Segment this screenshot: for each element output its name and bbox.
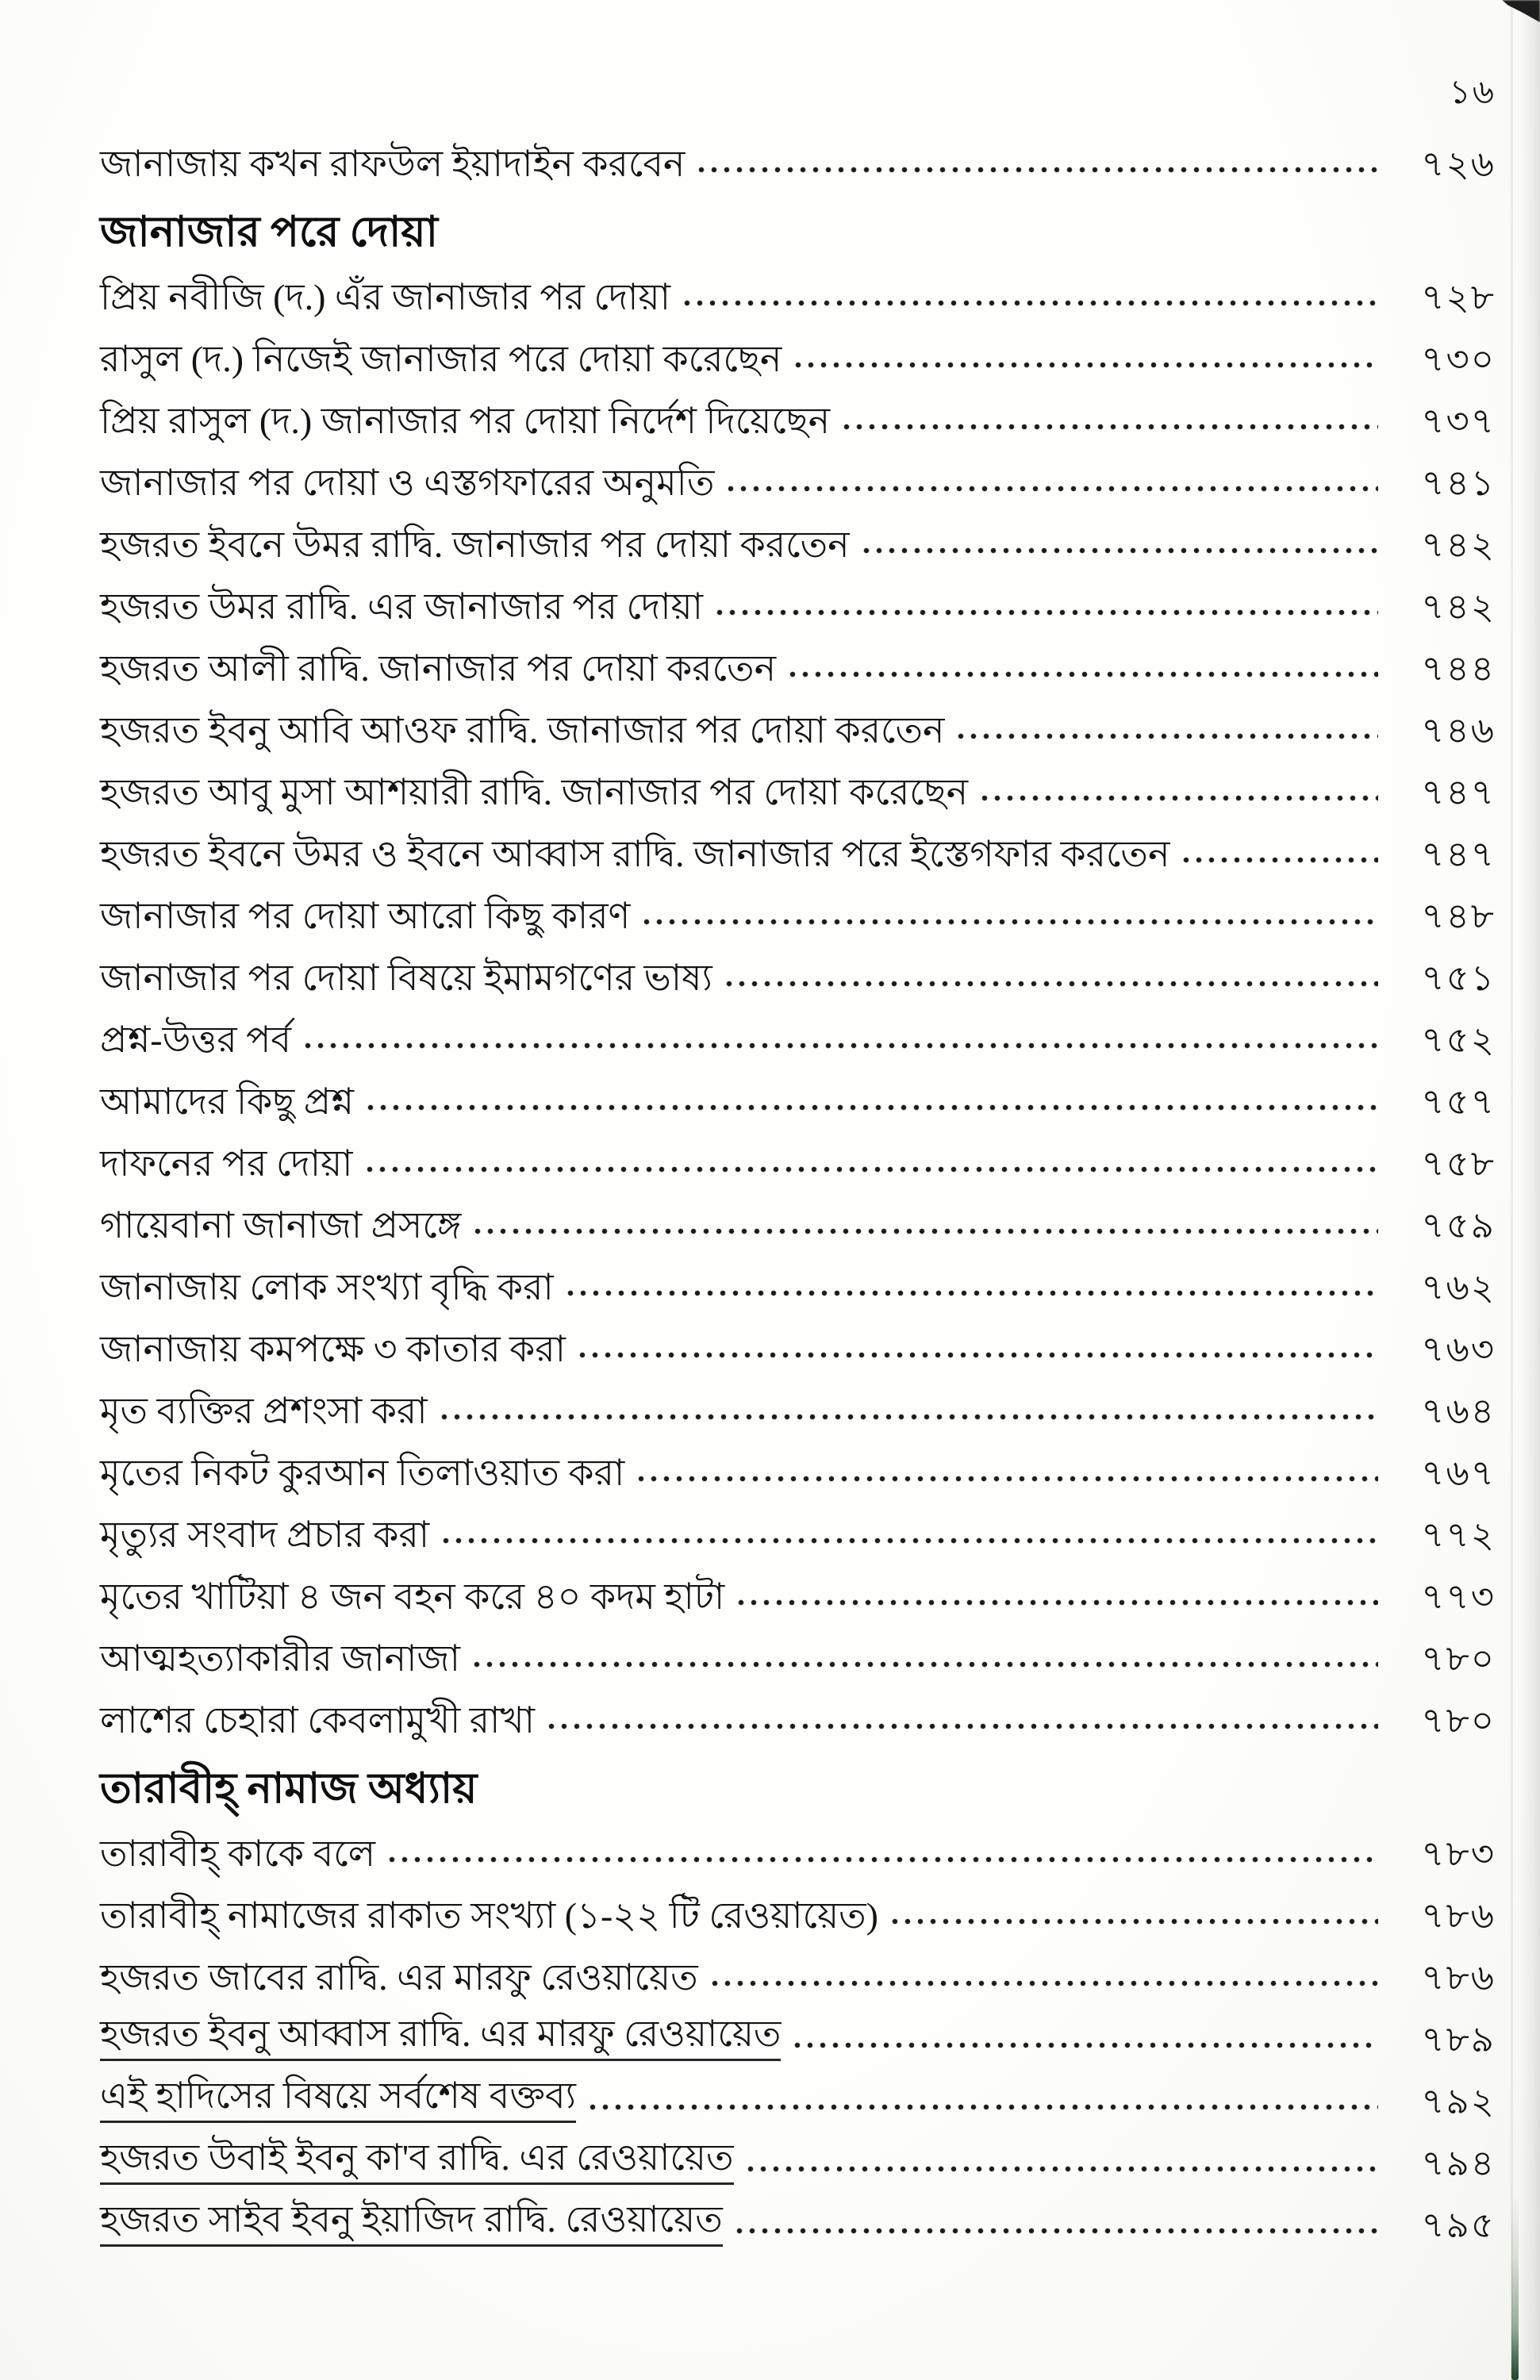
toc-entry-page-number: ৭৬৩ xyxy=(1421,1329,1496,1369)
toc-entry xyxy=(100,2123,1496,2185)
toc-entry-page-number: ৭৮৩ xyxy=(1421,1833,1496,1874)
toc-entry xyxy=(100,690,1496,752)
toc-entry-title: হজরত ইবনে উমর ও ইবনে আব্বাস রাদ্বি. জানাজার পরে ইস্তেগফার করতেন xyxy=(100,834,1170,875)
toc-entry-page-number: ৭৮৬ xyxy=(1421,1957,1496,1998)
toc-entry xyxy=(100,1123,1496,1185)
toc-entry xyxy=(100,628,1496,690)
dotted-leader xyxy=(589,2103,1378,2111)
dotted-leader xyxy=(683,299,1378,307)
toc-entry xyxy=(100,1000,1496,1061)
toc-entry-title: দাফনের পর দোয়া xyxy=(100,1143,353,1184)
toc-entry xyxy=(100,1875,1496,1937)
toc-entry xyxy=(100,124,1496,186)
toc-entry-title: জানাজায় লোক সংখ্যা বৃদ্ধি করা xyxy=(100,1267,554,1308)
toc-entry-title: হজরত ইবনু আবি আওফ রাদ্বি. জানাজার পর দোয়া করতেন xyxy=(100,710,945,751)
toc-entry-title: প্রিয় রাসুল (দ.) জানাজার পর দোয়া নির্দেশ দিয়েছেন xyxy=(100,401,831,442)
toc-entry xyxy=(100,1557,1496,1618)
toc-entry-title: আমাদের কিছু প্রশ্ন xyxy=(100,1081,354,1123)
toc-entry-title: জানাজায় কমপক্ষে ৩ কাতার করা xyxy=(100,1329,566,1370)
toc-entry-page-number: ৭৬৪ xyxy=(1421,1391,1496,1431)
toc-section-heading xyxy=(100,1742,1496,1814)
toc-entry xyxy=(100,1495,1496,1557)
toc-entry xyxy=(100,1247,1496,1309)
dotted-leader xyxy=(891,1917,1378,1925)
toc-entry xyxy=(100,566,1496,628)
toc-entry-title: হজরত ইবনু আব্বাস রাদ্বি. এর মারফু রেওয়ায়েত xyxy=(100,2013,781,2061)
toc-entry xyxy=(100,1680,1496,1742)
toc-entry-title: মৃত ব্যক্তির প্রশংসা করা xyxy=(100,1391,428,1432)
toc-entry-page-number: ৭৪৪ xyxy=(1421,648,1496,689)
toc-section-heading xyxy=(100,186,1496,257)
toc-entry xyxy=(100,505,1496,566)
toc-entry-page-number: ৭৮০ xyxy=(1421,1638,1496,1679)
dotted-leader xyxy=(367,1104,1378,1111)
dotted-leader xyxy=(727,485,1378,493)
toc-entry-title: এই হাদিসের বিষয়ে সর্বশেষ বক্তব্য xyxy=(100,2075,576,2123)
toc-entry xyxy=(100,938,1496,1000)
toc-entry-title: জানাজার পর দোয়া ও এস্তগফারের অনুমতি xyxy=(100,463,715,504)
toc-entry xyxy=(100,257,1496,319)
toc-entry-title: মৃতের নিকট কুরআন তিলাওয়াত করা xyxy=(100,1453,625,1494)
toc-entry xyxy=(100,876,1496,938)
toc-entry xyxy=(100,1618,1496,1680)
toc-entry-page-number: ৭৭৩ xyxy=(1421,1576,1496,1617)
toc-entry-title: হজরত জাবের রাদ্বি. এর মারফু রেওয়ায়েত xyxy=(100,1957,698,1998)
toc-entry-title: হজরত আলী রাদ্বি. জানাজার পর দোয়া করতেন xyxy=(100,648,777,689)
dotted-leader xyxy=(304,1042,1378,1050)
dotted-leader xyxy=(388,1856,1378,1864)
scan-book-edge-artifact xyxy=(1511,2194,1519,2380)
toc-entry-title: হজরত ইবনে উমর রাদ্বি. জানাজার পর দোয়া করতেন xyxy=(100,524,850,566)
toc-entry-title: জানাজার পর দোয়া আরো কিছু কারণ xyxy=(100,896,631,937)
toc-entry-page-number: ৭৪১ xyxy=(1421,463,1496,503)
toc-entry xyxy=(100,814,1496,876)
toc-entry-title: হজরত সাইব ইবনু ইয়াজিদ রাদ্বি. রেওয়ায়েত xyxy=(100,2199,723,2247)
toc-entry-page-number: ৭৭২ xyxy=(1421,1514,1496,1555)
toc-entry-title: হজরত আবু মুসা আশয়ারী রাদ্বি. জানাজার পর দোয়া করেছেন xyxy=(100,772,969,813)
toc-entry xyxy=(100,2061,1496,2123)
page-edge-line-artifact xyxy=(1511,0,1513,2380)
dotted-leader xyxy=(1182,856,1378,864)
page-number: ১৬ xyxy=(1449,75,1496,111)
toc-entry-page-number: ৭২৬ xyxy=(1421,144,1496,184)
toc-entry-title: লাশের চেহারা কেবলামুখী রাখা xyxy=(100,1700,535,1741)
dotted-leader xyxy=(578,1351,1378,1359)
dotted-leader xyxy=(843,423,1378,431)
toc-entry-title: মৃতের খাটিয়া ৪ জন বহন করে ৪০ কদম হাটা xyxy=(100,1576,725,1618)
toc-entry xyxy=(100,752,1496,814)
dotted-leader xyxy=(547,1722,1378,1730)
toc-entry-page-number: ৭৮৬ xyxy=(1421,1895,1496,1936)
toc-entry-page-number: ৭৬৭ xyxy=(1421,1453,1496,1493)
toc-heading-text: জানাজার পরে দোয়া xyxy=(100,209,438,256)
toc-entry-page-number: ৭৪৭ xyxy=(1421,834,1496,874)
toc-entry-page-number: ৭৯৫ xyxy=(1421,2205,1496,2245)
toc-entry xyxy=(100,1309,1496,1371)
toc-entry xyxy=(100,1937,1496,1999)
toc-entry xyxy=(100,1814,1496,1875)
dotted-leader xyxy=(566,1289,1378,1297)
dotted-leader xyxy=(957,732,1378,740)
dotted-leader xyxy=(474,1227,1378,1235)
dotted-leader xyxy=(735,2227,1378,2235)
dotted-leader xyxy=(473,1660,1378,1668)
table-of-contents xyxy=(100,124,1496,2247)
toc-entry-page-number: ৭৬২ xyxy=(1421,1267,1496,1307)
dotted-leader xyxy=(366,1165,1378,1173)
toc-entry-page-number: ৭৮৯ xyxy=(1421,2019,1496,2059)
toc-entry-title: আত্মহত্যাকারীর জানাজা xyxy=(100,1638,460,1679)
toc-entry-title: রাসুল (দ.) নিজেই জানাজার পরে দোয়া করেছেন xyxy=(100,339,782,380)
toc-entry-page-number: ৭৪২ xyxy=(1421,586,1496,627)
toc-entry-page-number: ৭৪৮ xyxy=(1421,896,1496,936)
toc-entry-page-number: ৭৫৯ xyxy=(1421,1205,1496,1246)
dotted-leader xyxy=(789,670,1378,678)
toc-entry xyxy=(100,443,1496,505)
toc-entry-page-number: ৭৯৪ xyxy=(1421,2143,1496,2183)
toc-entry-page-number: ৭৫৭ xyxy=(1421,1081,1496,1122)
dotted-leader xyxy=(737,1599,1378,1606)
toc-entry xyxy=(100,1185,1496,1247)
toc-entry-page-number: ৭২৮ xyxy=(1421,277,1496,317)
dotted-leader xyxy=(725,980,1378,988)
toc-entry xyxy=(100,319,1496,381)
dotted-leader xyxy=(794,361,1378,369)
toc-entry-page-number: ৭৫৮ xyxy=(1421,1143,1496,1184)
toc-entry xyxy=(100,1999,1496,2061)
dotted-leader xyxy=(440,1413,1378,1421)
toc-heading-text: তারাবীহ্ নামাজ অধ্যায় xyxy=(100,1766,478,1813)
toc-entry-page-number: ৭৫২ xyxy=(1421,1019,1496,1060)
toc-entry-page-number: ৭৩৭ xyxy=(1421,401,1496,441)
toc-entry-page-number: ৭৮০ xyxy=(1421,1700,1496,1741)
toc-entry xyxy=(100,2185,1496,2247)
toc-entry-title: প্রিয় নবীজি (দ.) এঁর জানাজার পর দোয়া xyxy=(100,277,670,318)
toc-entry-title: হজরত উমর রাদ্বি. এর জানাজার পর দোয়া xyxy=(100,586,703,628)
dotted-leader xyxy=(697,166,1378,174)
dotted-leader xyxy=(711,1979,1378,1987)
toc-entry xyxy=(100,381,1496,443)
toc-entry-title: গায়েবানা জানাজা প্রসঙ্গে xyxy=(100,1205,462,1246)
dotted-leader xyxy=(981,794,1378,802)
toc-entry-page-number: ৭৩০ xyxy=(1421,339,1496,379)
dotted-leader xyxy=(747,2165,1378,2173)
dotted-leader xyxy=(862,547,1378,555)
toc-entry-title: জানাজায় কখন রাফউল ইয়াদাইন করবেন xyxy=(100,144,686,185)
dotted-leader xyxy=(643,918,1378,926)
toc-entry-title: প্রশ্ন-উত্তর পর্ব xyxy=(100,1019,291,1061)
toc-entry xyxy=(100,1061,1496,1123)
dotted-leader xyxy=(637,1475,1378,1483)
toc-entry xyxy=(100,1433,1496,1495)
toc-entry-page-number: ৭৫১ xyxy=(1421,958,1496,998)
toc-entry-page-number: ৭৯২ xyxy=(1421,2081,1496,2121)
page-edge-shadow-artifact xyxy=(1519,0,1540,2380)
dotted-leader xyxy=(442,1537,1378,1545)
toc-entry-title: তারাবীহ্ কাকে বলে xyxy=(100,1833,375,1875)
toc-entry-page-number: ৭৪৬ xyxy=(1421,710,1496,750)
toc-entry-title: জানাজার পর দোয়া বিষয়ে ইমামগণের ভাষ্য xyxy=(100,958,712,999)
toc-entry-page-number: ৭৪৭ xyxy=(1421,772,1496,812)
toc-entry-page-number: ৭৪২ xyxy=(1421,524,1496,565)
toc-entry-title: তারাবীহ্ নামাজের রাকাত সংখ্যা (১-২২ টি রেওয়ায়েত) xyxy=(100,1895,879,1937)
dotted-leader xyxy=(716,608,1378,616)
toc-entry-title: মৃত্যুর সংবাদ প্রচার করা xyxy=(100,1514,430,1556)
toc-entry-title: হজরত উবাই ইবনু কা'ব রাদ্বি. এর রেওয়ায়েত xyxy=(100,2137,734,2185)
toc-entry xyxy=(100,1371,1496,1433)
dotted-leader xyxy=(793,2041,1378,2049)
